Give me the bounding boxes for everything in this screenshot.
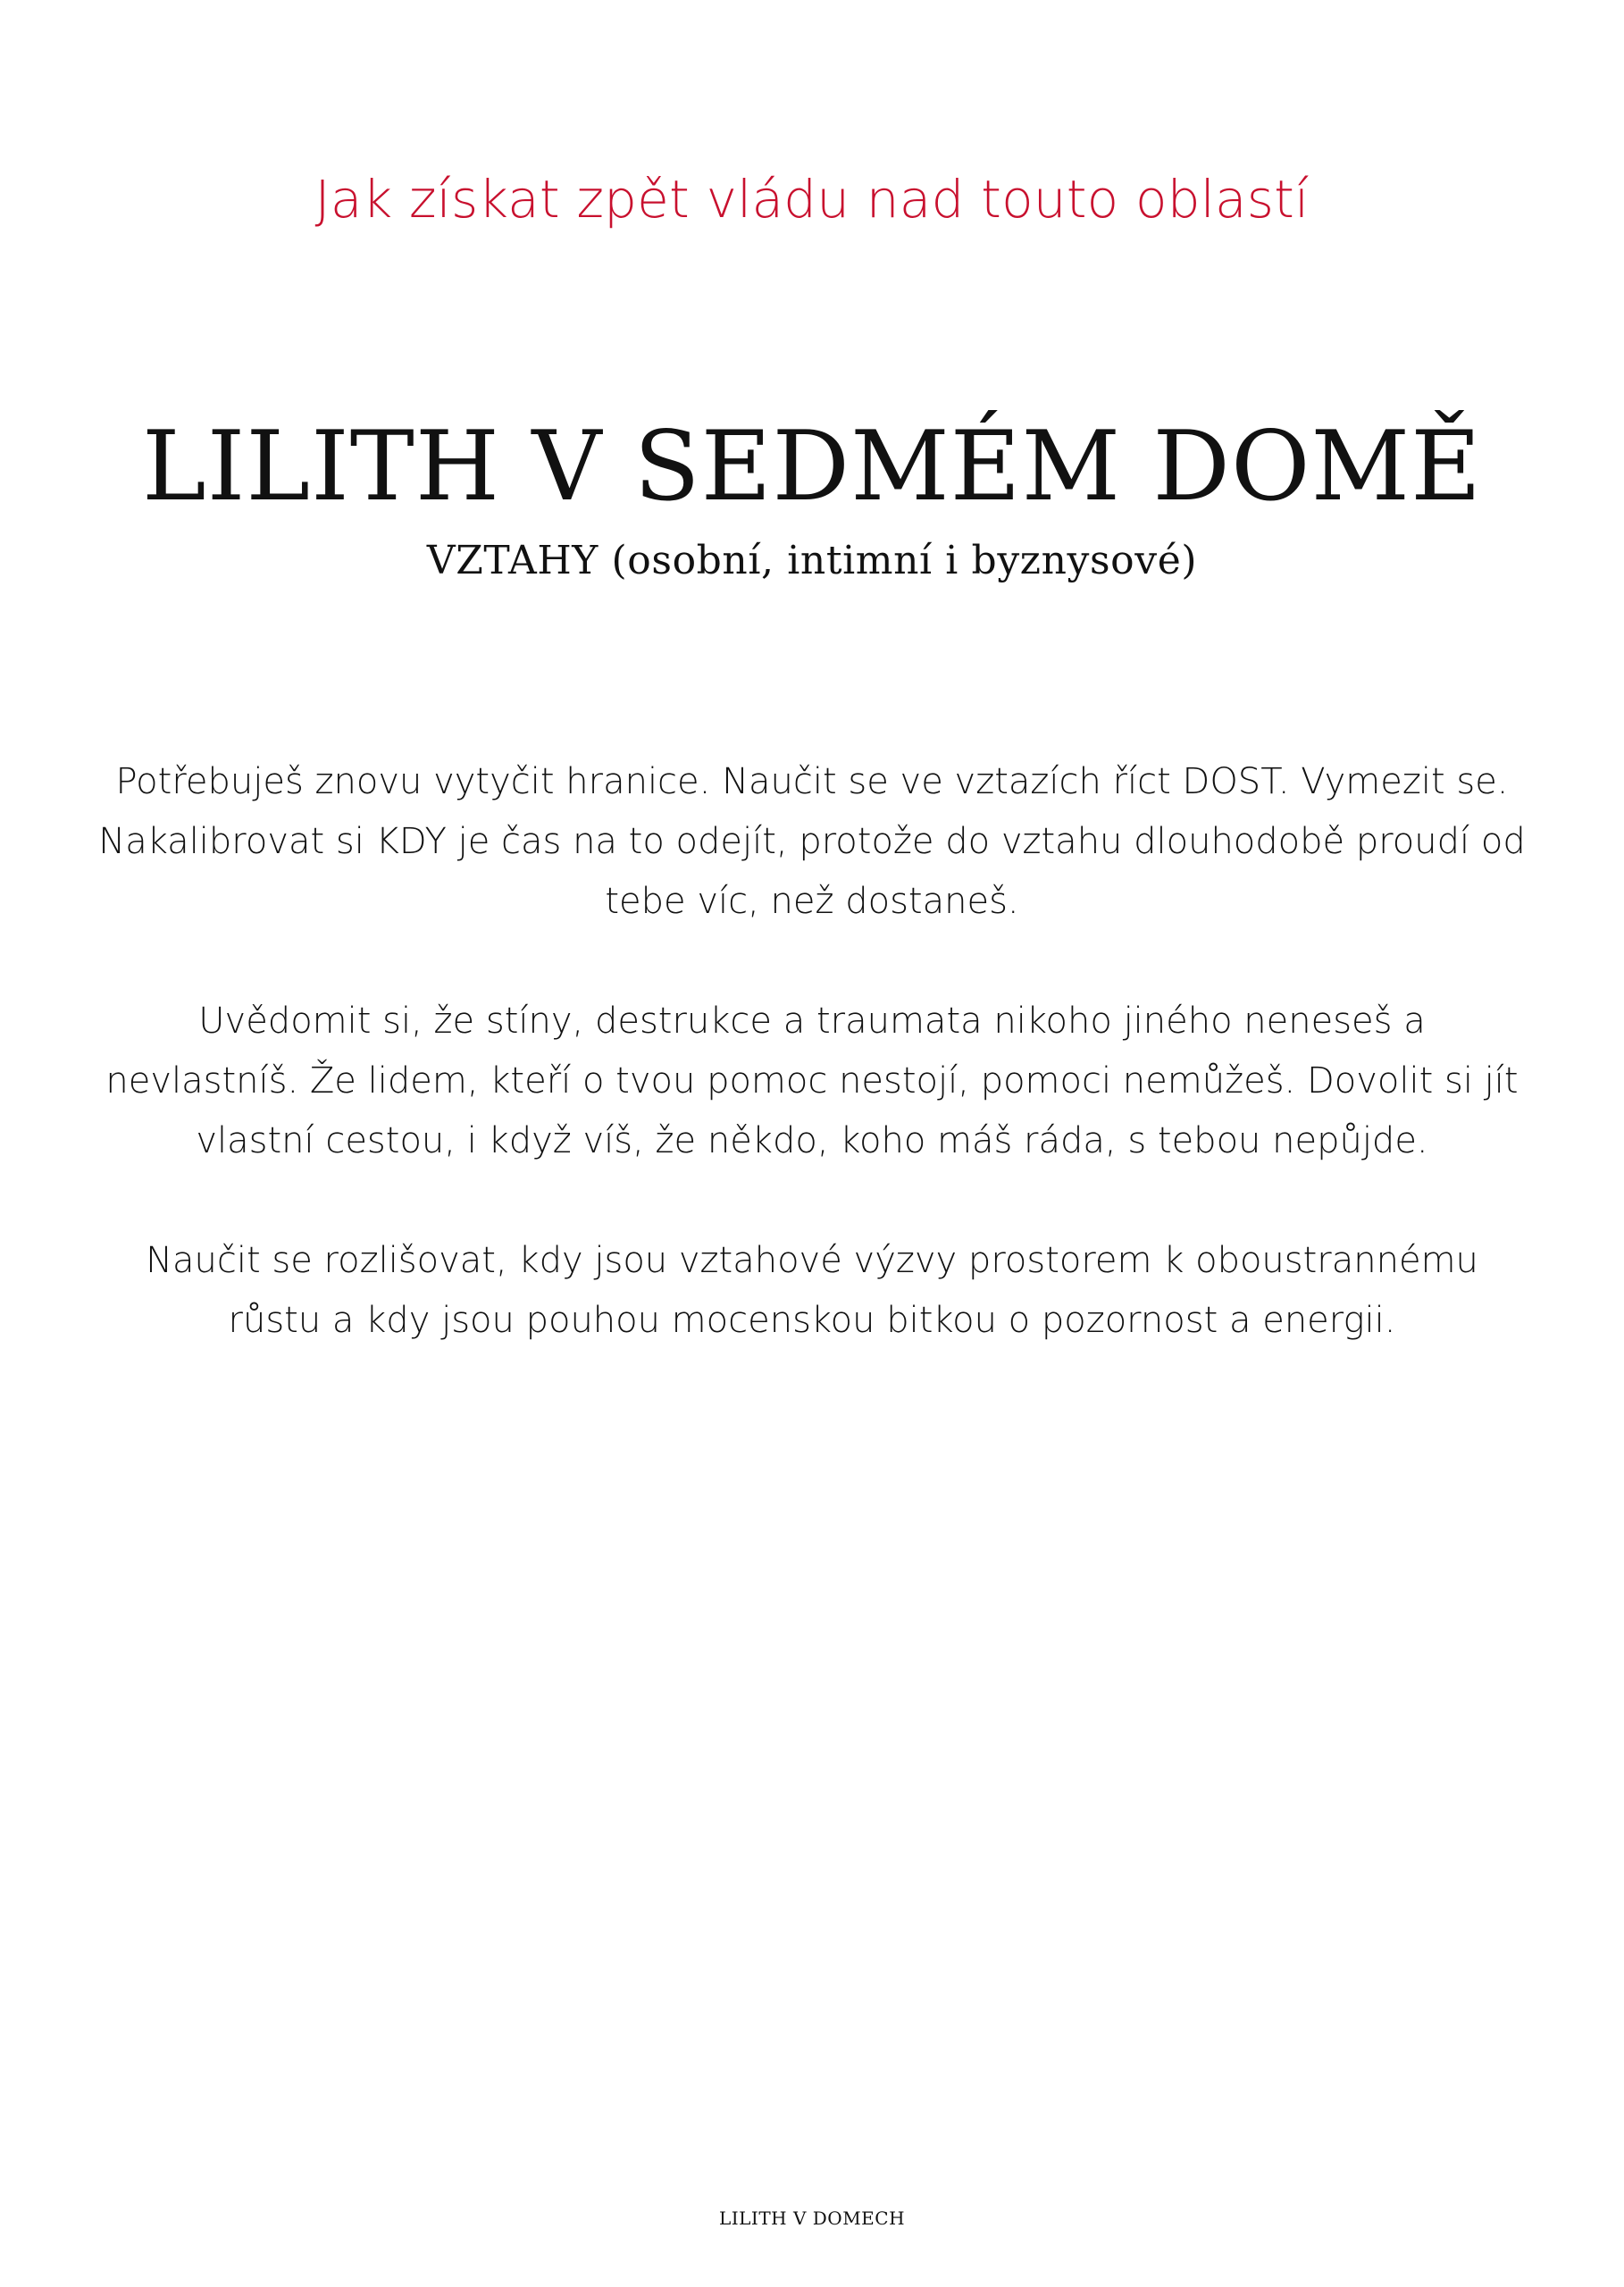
- page-title: LILITH V SEDMÉM DOMĚ: [142, 411, 1482, 523]
- page-footer: LILITH V DOMECH: [718, 2207, 906, 2229]
- paragraph-1: Potřebuješ znovu vytyčit hranice. Naučit se ve vztazích říct DOST. Vymezit se. Nakalibrovat si KDY je čas na to odejít, protože do vztahu dlouhodobě proudí od tebe víc, než dostaneš.: [98, 761, 1526, 922]
- paragraph-3: Naučit se rozlišovat, kdy jsou vztahové výzvy prostorem k oboustrannému růstu a kdy jsou pouhou mocenskou bitkou o pozornost a energii.: [146, 1240, 1478, 1341]
- body-text: [98, 752, 1526, 1411]
- paragraph-2: Uvědomit si, že stíny, destrukce a traumata nikoho jiného neneseš a nevlastníš. Že lidem, kteří o tvou pomoc nestojí, pomoci nemůžeš. Dovolit si jít vlastní cestou, i když víš, že někdo, koho máš ráda, s tebou nepůjde.: [105, 1001, 1519, 1161]
- section-kicker: Jak získat zpět vládu nad touto oblastí: [314, 169, 1310, 230]
- page-subtitle: VZTAHY (osobní, intimní i byznysové): [426, 538, 1198, 583]
